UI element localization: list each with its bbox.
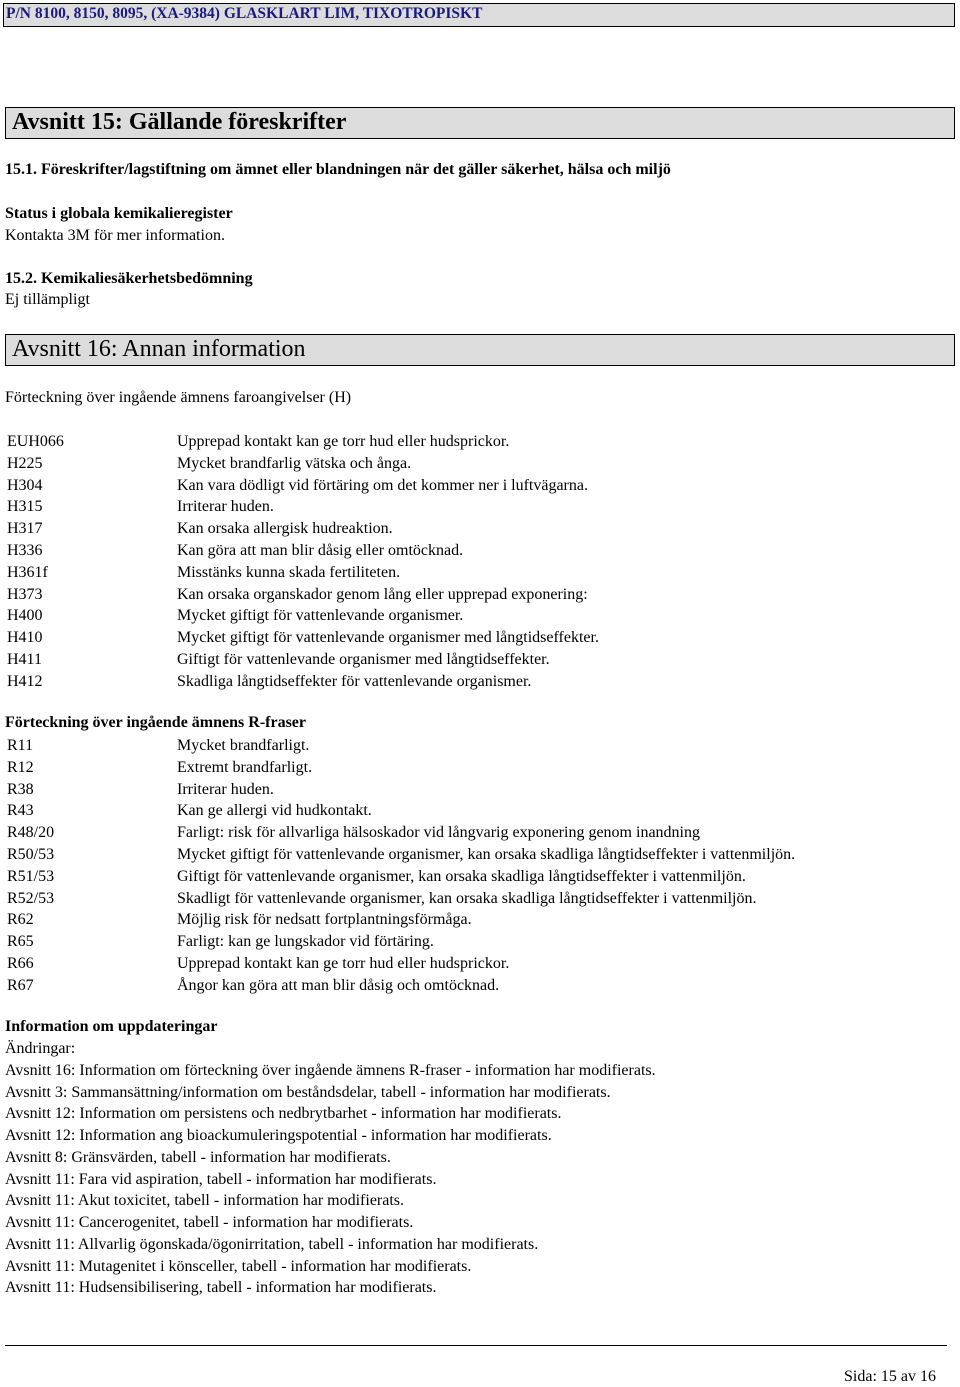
- footer-divider: [5, 1345, 947, 1346]
- h-statements-heading: Förteckning över ingående ämnens faroangivelser (H): [5, 389, 352, 406]
- status-text: Kontakta 3M för mer information.: [5, 227, 225, 244]
- r-phrases-heading: Förteckning över ingående ämnens R-fraser: [5, 714, 306, 731]
- subsection-15-2-text: Ej tillämpligt: [5, 291, 90, 308]
- update-line: Avsnitt 11: Fara vid aspiration, tabell - information har modifierats.: [5, 1170, 437, 1188]
- section-15-title: Avsnitt 15: Gällande föreskrifter: [12, 109, 347, 135]
- product-title: P/N 8100, 8150, 8095, (XA-9384) GLASKLART LIM, TIXOTROPISKT: [6, 5, 483, 22]
- update-line: Avsnitt 3: Sammansättning/information om beståndsdelar, tabell - information har modifierats.: [5, 1083, 611, 1101]
- update-line: Avsnitt 11: Cancerogenitet, tabell - information har modifierats.: [5, 1214, 414, 1231]
- update-info-list: [5, 1038, 656, 1299]
- page-number: Sida: 15 av 16: [844, 1368, 936, 1385]
- update-line: Avsnitt 8: Gränsvärden, tabell - information har modifierats.: [5, 1148, 391, 1166]
- subsection-15-1-title: 15.1. Föreskrifter/lagstiftning om ämnet eller blandningen när det gäller säkerhet, hälsa och miljö: [5, 161, 671, 178]
- update-line: Avsnitt 12: Information ang bioackumuleringspotential - information har modifierats.: [5, 1127, 552, 1144]
- section-16-title: Avsnitt 16: Annan information: [12, 336, 306, 362]
- update-line: Avsnitt 12: Information om persistens och nedbrytbarhet - information har modifierats.: [5, 1105, 562, 1123]
- update-line: Avsnitt 11: Mutagenitet i könsceller, tabell - information har modifierats.: [5, 1257, 472, 1275]
- update-info-heading: Information om uppdateringar: [5, 1018, 218, 1035]
- subsection-15-2-title: 15.2. Kemikaliesäkerhetsbedömning: [5, 270, 253, 287]
- update-line: Avsnitt 11: Allvarlig ögonskada/ögonirritation, tabell - information har modifierats.: [5, 1235, 539, 1253]
- update-line: Avsnitt 16: Information om förteckning över ingående ämnens R-fraser - information har modifierats.: [5, 1061, 656, 1079]
- update-line: Avsnitt 11: Akut toxicitet, tabell - information har modifierats.: [5, 1192, 405, 1210]
- update-line: Avsnitt 11: Hudsensibilisering, tabell - information har modifierats.: [5, 1279, 437, 1297]
- update-line: Ändringar:: [5, 1040, 76, 1057]
- status-heading: Status i globala kemikalieregister: [5, 205, 233, 222]
